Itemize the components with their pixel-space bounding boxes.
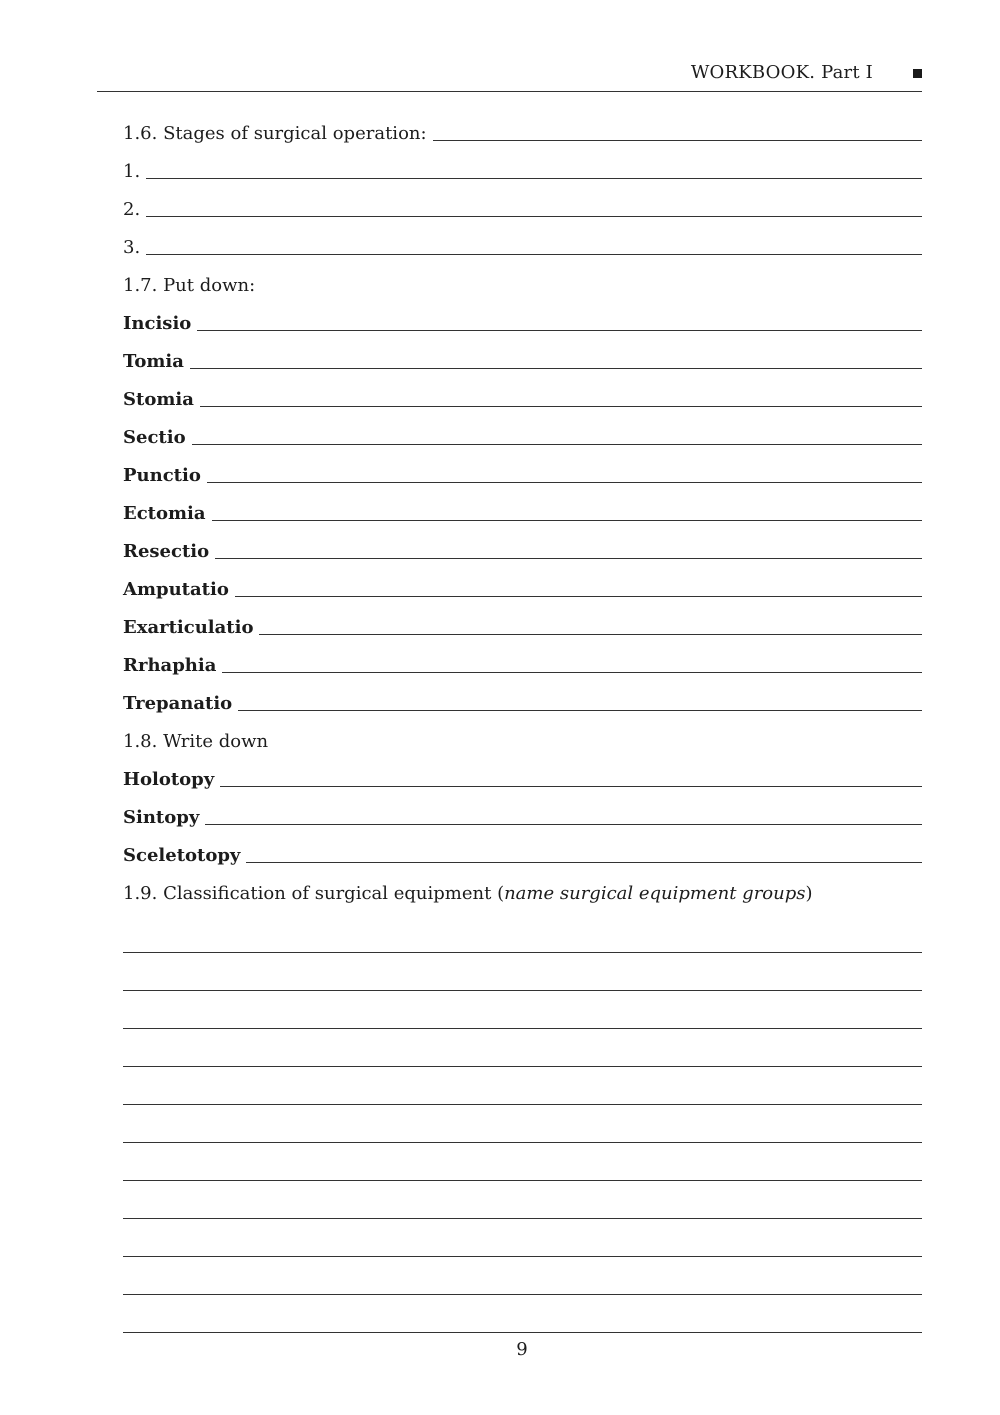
- section-1-9-heading-italic: name surgical equipment groups: [504, 883, 806, 904]
- answer-line[interactable]: [123, 1257, 922, 1295]
- answer-line[interactable]: [207, 482, 922, 483]
- answer-line[interactable]: [192, 444, 922, 445]
- term-row: [123, 414, 922, 452]
- stage-number: 2.: [123, 199, 141, 220]
- term-row: [123, 452, 922, 490]
- answer-line[interactable]: [123, 1105, 922, 1143]
- term-label: Trepanatio: [123, 693, 233, 714]
- section-1-6-heading: 1.6. Stages of surgical operation:: [123, 123, 427, 144]
- section-1-7-heading: 1.7. Put down:: [123, 275, 256, 296]
- term-label: Rrhaphia: [123, 655, 217, 676]
- stage-number: 3.: [123, 237, 141, 258]
- term-row: [123, 528, 922, 566]
- term-row: [123, 756, 922, 794]
- answer-line[interactable]: [235, 596, 922, 597]
- page-number: 9: [516, 1339, 528, 1360]
- answer-line[interactable]: [123, 1067, 922, 1105]
- answer-line[interactable]: [220, 786, 922, 787]
- section-1-9-heading: [123, 883, 813, 905]
- running-header-title: WORKBOOK. Part I: [690, 62, 873, 83]
- page-header: [97, 60, 922, 92]
- term-row: [123, 376, 922, 414]
- answer-line[interactable]: [200, 406, 922, 407]
- term-label: Resectio: [123, 541, 210, 562]
- answer-line[interactable]: [205, 824, 922, 825]
- section-1-8-heading: 1.8. Write down: [123, 731, 269, 752]
- answer-line[interactable]: [123, 915, 922, 953]
- term-label: Stomia: [123, 389, 194, 410]
- answer-line[interactable]: [123, 953, 922, 991]
- term-label: Ectomia: [123, 503, 206, 524]
- term-label: Incisio: [123, 313, 192, 334]
- stage-row: [123, 148, 922, 186]
- stage-row: [123, 186, 922, 224]
- term-row: [123, 642, 922, 680]
- answer-line[interactable]: [222, 672, 922, 673]
- term-label: Tomia: [123, 351, 184, 372]
- term-row: [123, 566, 922, 604]
- worksheet-content: [123, 110, 922, 1333]
- answer-line[interactable]: [123, 1143, 922, 1181]
- section-1-9-heading-suffix: ): [805, 883, 813, 904]
- stages-heading-row: [123, 110, 922, 148]
- term-row: [123, 604, 922, 642]
- term-row: [123, 680, 922, 718]
- stage-row: [123, 224, 922, 262]
- answer-line[interactable]: [190, 368, 922, 369]
- answer-line[interactable]: [146, 254, 922, 255]
- term-row: [123, 832, 922, 870]
- term-label: Exarticulatio: [123, 617, 254, 638]
- term-label: Holotopy: [123, 769, 215, 790]
- answer-line[interactable]: [212, 520, 922, 521]
- answer-line[interactable]: [197, 330, 922, 331]
- section-1-9-heading-prefix: 1.9. Classification of surgical equipment (: [123, 883, 505, 904]
- answer-line[interactable]: [123, 1181, 922, 1219]
- answer-line[interactable]: [238, 710, 922, 711]
- write-down-heading-row: [123, 718, 922, 756]
- answer-line[interactable]: [146, 178, 922, 179]
- answer-line[interactable]: [123, 1219, 922, 1257]
- term-label: Sectio: [123, 427, 186, 448]
- classification-heading-row: [123, 870, 922, 908]
- term-row: [123, 490, 922, 528]
- stage-number: 1.: [123, 161, 141, 182]
- answer-line[interactable]: [259, 634, 922, 635]
- answer-line[interactable]: [123, 991, 922, 1029]
- answer-line[interactable]: [123, 1295, 922, 1333]
- term-label: Sceletotopy: [123, 845, 241, 866]
- term-row: [123, 338, 922, 376]
- answer-line[interactable]: [246, 862, 922, 863]
- put-down-heading-row: [123, 262, 922, 300]
- square-bullet-icon: [913, 69, 922, 78]
- term-row: [123, 300, 922, 338]
- answer-line[interactable]: [433, 140, 922, 141]
- term-row: [123, 794, 922, 832]
- answer-line[interactable]: [215, 558, 922, 559]
- term-label: Punctio: [123, 465, 201, 486]
- spacer: [123, 908, 922, 915]
- answer-line[interactable]: [123, 1029, 922, 1067]
- term-label: Sintopy: [123, 807, 200, 828]
- answer-line[interactable]: [146, 216, 922, 217]
- term-label: Amputatio: [123, 579, 229, 600]
